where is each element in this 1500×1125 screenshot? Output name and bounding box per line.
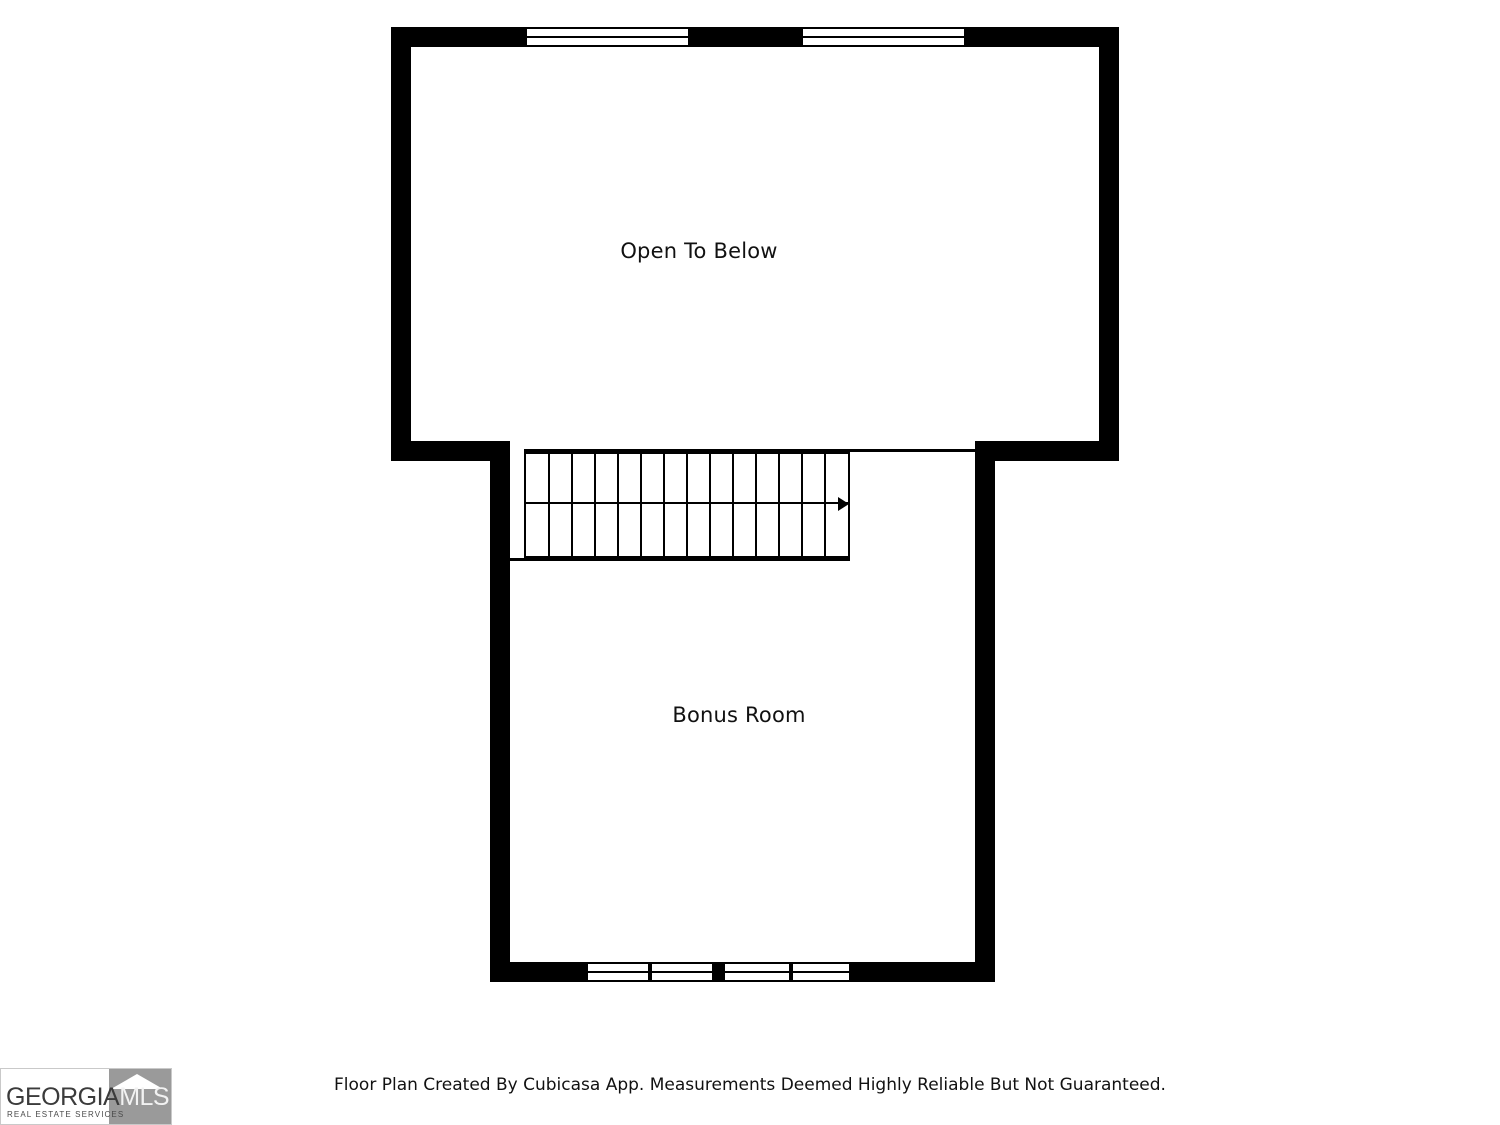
logo-tagline: REAL ESTATE SERVICES — [7, 1110, 125, 1119]
wall-lower-right — [975, 441, 995, 982]
wall-lower-left — [490, 441, 510, 982]
window-bottom-left-mullion — [648, 962, 652, 982]
logo-primary-text — [6, 1083, 169, 1112]
room-label-bonus-room: Bonus Room — [672, 703, 806, 727]
logo-georgia-text: GEORGIA — [6, 1083, 120, 1111]
stair-bottom-line — [497, 558, 850, 561]
window-top-right — [801, 27, 966, 47]
window-bottom-right-mullion — [789, 962, 793, 982]
stair-direction-arrow — [838, 497, 849, 511]
staircase — [524, 452, 850, 558]
footer-disclaimer: Floor Plan Created By Cubicasa App. Measurements Deemed Highly Reliable But Not Guaranteed. — [334, 1075, 1166, 1095]
wall-upper-right — [1099, 27, 1119, 461]
wall-upper-top — [391, 27, 1119, 47]
window-top-left — [525, 27, 690, 47]
room-label-open-to-below: Open To Below — [620, 239, 778, 263]
georgia-mls-logo — [0, 1068, 172, 1125]
wall-upper-left — [391, 27, 411, 461]
logo-mls-text: MLS — [119, 1083, 170, 1111]
wall-upper-bottom-right — [975, 441, 1119, 461]
window-bottom-right — [723, 962, 851, 982]
